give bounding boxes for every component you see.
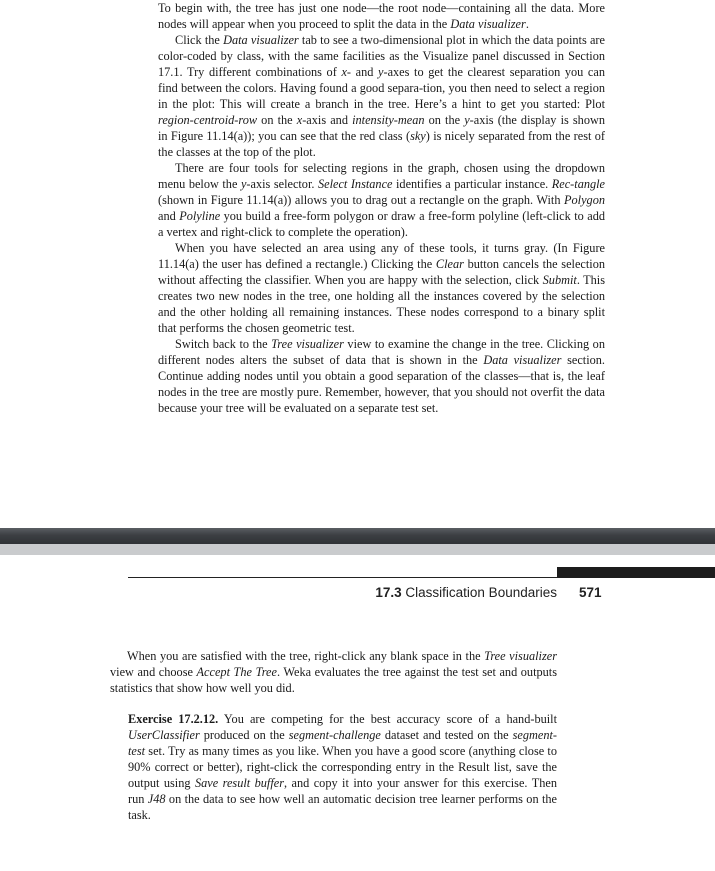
page-bottom-text bbox=[110, 648, 557, 696]
exercise-label: Exercise 17.2.12. bbox=[128, 712, 219, 726]
italic-term: UserClassifier bbox=[128, 728, 200, 742]
italic-term: Rec-tangle bbox=[551, 177, 606, 191]
italic-term: segment-challenge bbox=[288, 728, 381, 742]
italic-term: Save result buffer bbox=[194, 776, 284, 790]
italic-term: x bbox=[341, 65, 347, 79]
header-block bbox=[557, 567, 715, 578]
page-break-band bbox=[0, 528, 715, 544]
paragraph: Switch back to the Tree visualizer view to examine the change in the tree. Clicking on different nodes alters the subset of data that is shown in the Data visualizer section. Continue adding nodes until you obtain a good separation of the classes—that is, the leaf nodes in the tree are mostly pure. Remember, however, that you should not overfit the data because your tree will be evaluated on a separate test set. bbox=[158, 337, 605, 415]
italic-term: y bbox=[378, 65, 384, 79]
italic-term: Polyline bbox=[179, 209, 221, 223]
italic-term: Tree visualizer bbox=[484, 649, 557, 663]
italic-term: Select Instance bbox=[317, 177, 393, 191]
italic-term: Tree visualizer bbox=[271, 337, 344, 351]
exercise-paragraph bbox=[128, 711, 557, 823]
italic-term: y bbox=[240, 177, 247, 191]
italic-term: Submit bbox=[542, 273, 577, 287]
page-break-stripe bbox=[0, 544, 715, 555]
page-number: 571 bbox=[579, 585, 602, 600]
italic-term: Data visualizer bbox=[223, 33, 299, 47]
italic-term: x bbox=[296, 113, 303, 127]
italic-term: Accept The Tree bbox=[196, 665, 277, 679]
italic-term: J48 bbox=[147, 792, 166, 806]
paragraph: To begin with, the tree has just one node—the root node—containing all the data. More nodes will appear when you proceed to split the data in the Data visualizer. bbox=[158, 1, 605, 31]
italic-term: Data visualizer bbox=[450, 17, 526, 31]
exercise-text: You are competing for the best accuracy score of a hand-built UserClassifier produced on the segment-challenge dataset and tested on the segment-test set. Try as many times as you like. When you have a good score (anything close to 90% correct or better), right-click the corresponding entry in the Result list, save the output using Save result buffer, and copy it into your answer for this exercise. Then run J48 on the data to see how well an automatic decision tree learner performs on the task. bbox=[128, 712, 558, 822]
section-title: Classification Boundaries bbox=[405, 585, 557, 600]
paragraph: When you are satisfied with the tree, right-click any blank space in the Tree visualizer view and choose Accept The Tree. Weka evaluates the tree against the test set and outputs statistics that show how well you did. bbox=[110, 649, 557, 695]
section-number: 17.3 bbox=[375, 585, 402, 600]
italic-term: segment-test bbox=[128, 728, 558, 758]
paragraph: Click the Data visualizer tab to see a two-dimensional plot in which the data points are color-coded by class, with the same facilities as the Visualize panel discussed in Section 17.1. Try different combinations of x- and y-axes to get the clearest separation you can find between the colors. Having found a good separa-tion, you then need to select a region in the plot: This will create a branch in the tree. Here’s a hint to get you started: Plot region-centroid-row on the x-axis and intensity-mean on the y-axis (the display is shown in Figure 11.14(a)); you can see that the red class (sky) is nicely separated from the rest of the classes at the top of the plot. bbox=[158, 33, 606, 159]
italic-term: Polygon bbox=[564, 193, 605, 207]
italic-term: sky bbox=[410, 129, 426, 143]
italic-term: intensity-mean bbox=[352, 113, 425, 127]
header-rule bbox=[128, 577, 558, 578]
paragraph: There are four tools for selecting regions in the graph, chosen using the dropdown menu below the y-axis selector. Select Instance identifies a particular instance. Rec-tangle (shown in Figure 11.14(a)) allows you to drag out a rectangle on the graph. With Polygon and Polyline you build a free-form polygon or draw a free-form polyline (left-click to add a vertex and right-click to complete the operation). bbox=[158, 161, 606, 239]
running-header bbox=[375, 585, 557, 600]
exercise-block bbox=[128, 711, 557, 823]
paragraph: When you have selected an area using any of these tools, it turns gray. (In Figure 11.14(a) the user has defined a rectangle.) Clicking the Clear button cancels the selection without affecting the classifier. When you are happy with the selection, click Submit. This creates two new nodes in the tree, one holding all the instances covered by the selection and the other holding all remaining instances. These nodes correspond to a binary split that performs the chosen geometric test. bbox=[158, 241, 605, 335]
italic-term: Clear bbox=[435, 257, 464, 271]
italic-term: y bbox=[464, 113, 470, 127]
page-top-text bbox=[158, 0, 605, 416]
italic-term: region-centroid-row bbox=[158, 113, 258, 127]
italic-term: Data visualizer bbox=[483, 353, 562, 367]
